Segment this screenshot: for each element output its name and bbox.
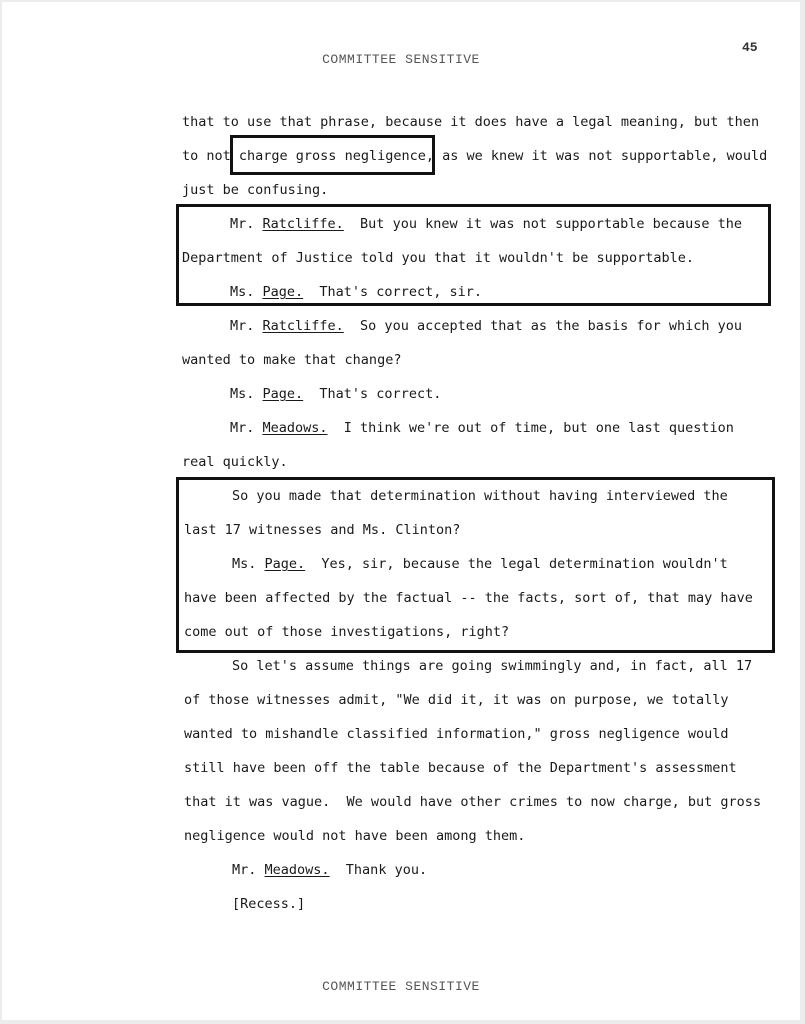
transcript-line: come out of those investigations, right? [184,624,510,640]
transcript-line: real quickly. [182,454,288,470]
page-number: 45 [742,40,758,55]
transcript-page [2,2,800,1020]
transcript-line: Department of Justice told you that it wouldn't be supportable. [182,250,695,266]
speaker-name: Meadows. [264,862,330,878]
page-footer: COMMITTEE SENSITIVE [322,979,480,994]
speaker-line: Ms. Page. Yes, sir, because the legal determination wouldn't [232,556,728,572]
speaker-name: Ratcliffe. [262,216,344,232]
transcript-line: have been affected by the factual -- the facts, sort of, that may have [184,590,753,606]
transcript-line: [Recess.] [232,896,306,912]
transcript-line: So let's assume things are going swimmingly and, in fact, all 17 [232,658,753,674]
speaker-line: Mr. Meadows. I think we're out of time, but one last question [230,420,734,436]
speaker-line: Mr. Meadows. Thank you. [232,862,428,878]
transcript-line: wanted to mishandle classified information," gross negligence would [184,726,729,742]
speaker-line: Mr. Ratcliffe. But you knew it was not supportable because the [230,216,743,232]
transcript-line: that it was vague. We would have other crimes to now charge, but gross [184,794,762,810]
speaker-name: Meadows. [262,420,328,436]
transcript-line: to not charge gross negligence, as we knew it was not supportable, would [182,148,768,164]
transcript-line: of those witnesses admit, "We did it, it was on purpose, we totally [184,692,729,708]
speaker-line: Ms. Page. That's correct. [230,386,442,402]
speaker-name: Ratcliffe. [262,318,344,334]
transcript-line: just be confusing. [182,182,329,198]
transcript-line: wanted to make that change? [182,352,402,368]
speaker-name: Page. [264,556,306,572]
highlighted-phrase: charge gross negligence, [238,148,434,164]
page-header: COMMITTEE SENSITIVE [322,52,480,67]
speaker-line: Ms. Page. That's correct, sir. [230,284,482,300]
transcript-line: still have been off the table because of the Department's assessment [184,760,737,776]
speaker-line: Mr. Ratcliffe. So you accepted that as the basis for which you [230,318,743,334]
transcript-line: that to use that phrase, because it does have a legal meaning, but then [182,114,760,130]
speaker-name: Page. [262,284,304,300]
transcript-line: last 17 witnesses and Ms. Clinton? [184,522,461,538]
transcript-line: So you made that determination without having interviewed the [232,488,728,504]
speaker-name: Page. [262,386,304,402]
transcript-line: negligence would not have been among them. [184,828,526,844]
